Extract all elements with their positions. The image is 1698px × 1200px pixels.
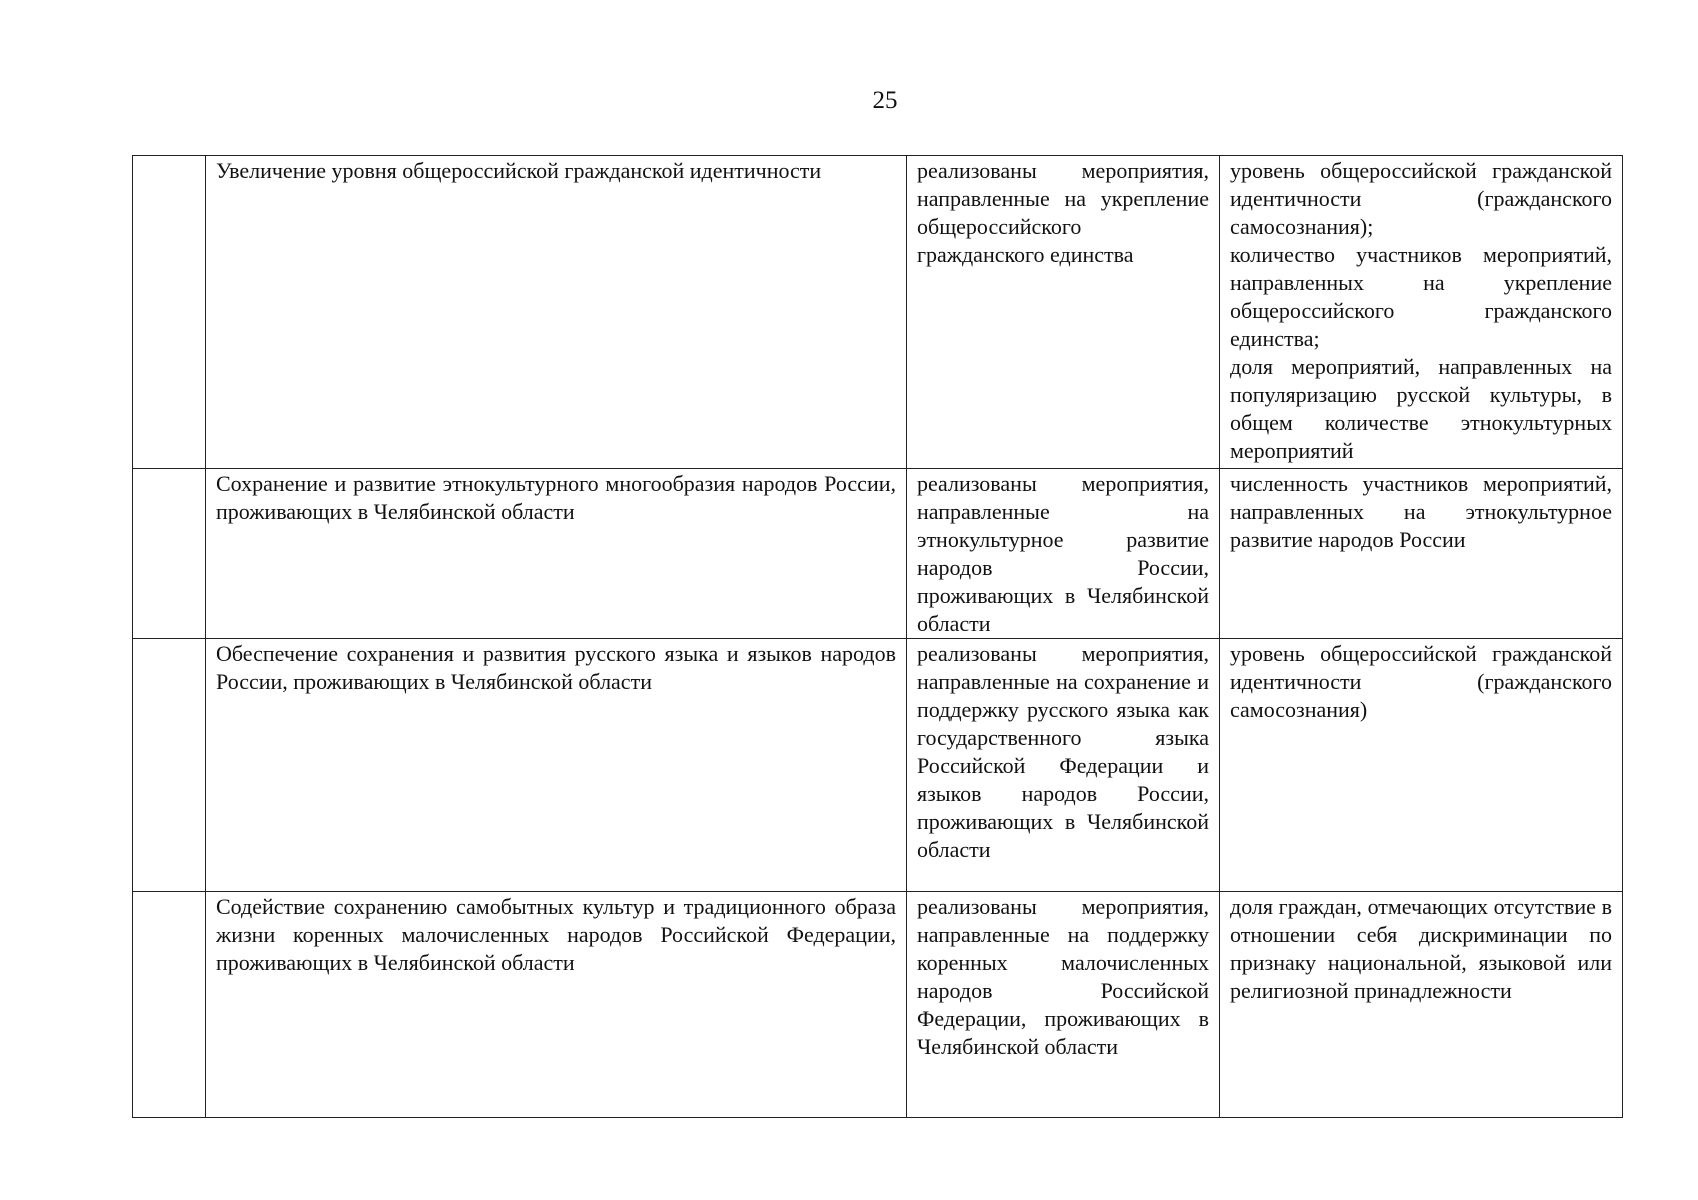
indicator-item: уровень общероссийской гражданской идентичности (гражданского самосознания) bbox=[1230, 641, 1612, 722]
table-row bbox=[133, 156, 1623, 469]
result-cell: реализованы мероприятия, направленные на укрепление общероссийского гражданского единства bbox=[907, 156, 1220, 469]
row-number-cell bbox=[133, 639, 206, 892]
indicator-item: доля граждан, отмечающих отсутствие в отношении себя дискриминации по признаку национальной, языковой или религиозной принадлежности bbox=[1230, 894, 1612, 1003]
task-cell: Обеспечение сохранения и развития русского языка и языков народов России, проживающих в Челябинской области bbox=[206, 639, 907, 892]
indicator-item: количество участников мероприятий, направленных на укрепление общероссийского гражданского единства; bbox=[1230, 242, 1612, 351]
indicator-item: доля мероприятий, направленных на популяризацию русской культуры, в общем количестве этнокультурных мероприятий bbox=[1230, 354, 1612, 463]
task-cell: Сохранение и развитие этнокультурного многообразия народов России, проживающих в Челябинской области bbox=[206, 469, 907, 639]
indicator-cell bbox=[1220, 639, 1623, 892]
indicator-item: численность участников мероприятий, направленных на этнокультурное развитие народов России bbox=[1230, 471, 1612, 552]
indicator-item: уровень общероссийской гражданской идентичности (гражданского самосознания); bbox=[1230, 158, 1612, 239]
task-cell: Содействие сохранению самобытных культур и традиционного образа жизни коренных малочисленных народов Российской Федерации, проживающих в Челябинской области bbox=[206, 892, 907, 1118]
row-number-cell bbox=[133, 156, 206, 469]
indicator-cell bbox=[1220, 156, 1623, 469]
page-number: 25 bbox=[872, 87, 898, 114]
result-cell: реализованы мероприятия, направленные на поддержку коренных малочисленных народов Российской Федерации, проживающих в Челябинской области bbox=[907, 892, 1220, 1118]
table-row bbox=[133, 469, 1623, 639]
program-table bbox=[132, 155, 1623, 1118]
indicator-cell bbox=[1220, 469, 1623, 639]
row-number-cell bbox=[133, 892, 206, 1118]
row-number-cell bbox=[133, 469, 206, 639]
task-cell: Увеличение уровня общероссийской гражданской идентичности bbox=[206, 156, 907, 469]
result-cell: реализованы мероприятия, направленные на сохранение и поддержку русского языка как государственного языка Российской Федерации и языков народов России, проживающих в Челябинской области bbox=[907, 639, 1220, 892]
result-cell: реализованы мероприятия, направленные на этнокультурное развитие народов России, проживающих в Челябинской области bbox=[907, 469, 1220, 639]
table-row bbox=[133, 892, 1623, 1118]
indicator-cell bbox=[1220, 892, 1623, 1118]
table-row bbox=[133, 639, 1623, 892]
